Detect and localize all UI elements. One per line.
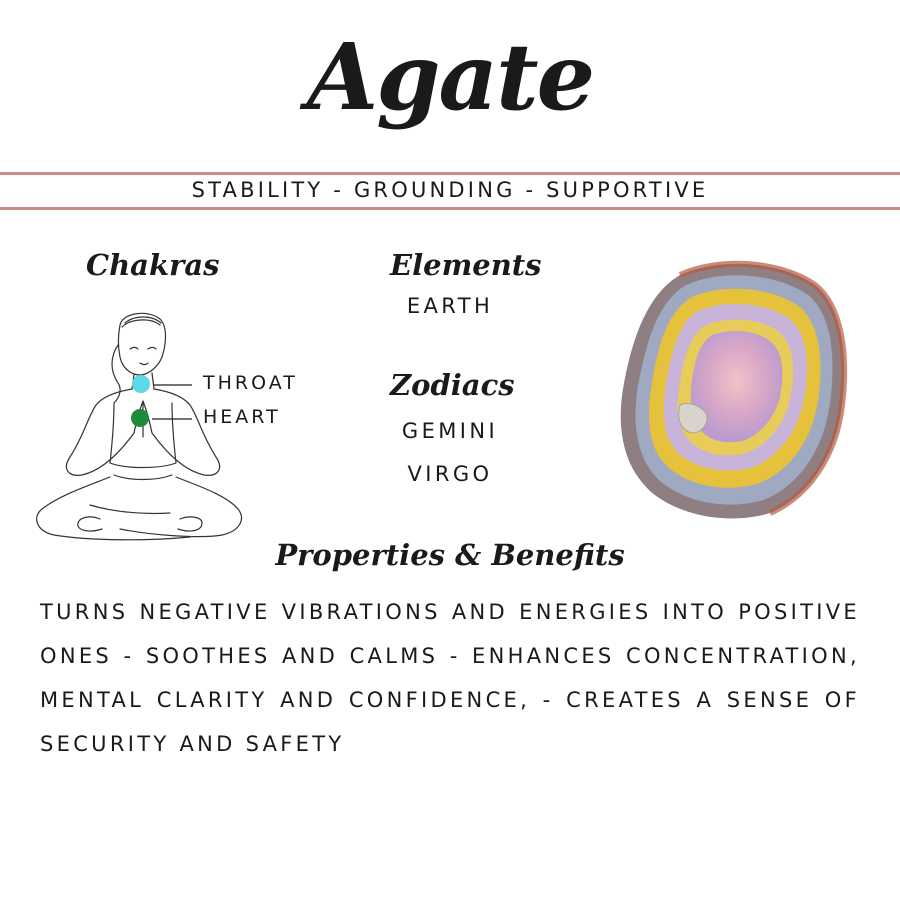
zodiacs-heading: Zodiacs — [390, 368, 515, 402]
element-value: EARTH — [406, 294, 494, 318]
zodiac-value: GEMINI — [401, 419, 499, 443]
chakra-label-throat: THROAT — [203, 372, 298, 394]
page-title: Agate — [306, 23, 594, 131]
agate-stone-image — [610, 255, 850, 525]
properties-heading: Properties & Benefits — [275, 538, 625, 572]
tagline: STABILITY - GROUNDING - SUPPORTIVE — [191, 178, 709, 202]
throat-chakra-dot — [132, 375, 150, 393]
divider-top — [0, 172, 900, 175]
chakra-label-heart: HEART — [203, 406, 281, 428]
chakras-heading: Chakras — [86, 248, 220, 282]
divider-bottom — [0, 207, 900, 210]
elements-heading: Elements — [390, 248, 542, 282]
zodiac-value: VIRGO — [407, 462, 493, 486]
heart-chakra-dot — [131, 409, 149, 427]
properties-text: TURNS NEGATIVE VIBRATIONS AND ENERGIES INTO POSITIVE ONES - SOOTHES AND CALMS - ENHANCES CONCENTRATION, MENTAL CLARITY AND CONFIDENCE, - CREATES A SENSE OF SECURITY AND SAFETY — [40, 600, 860, 756]
